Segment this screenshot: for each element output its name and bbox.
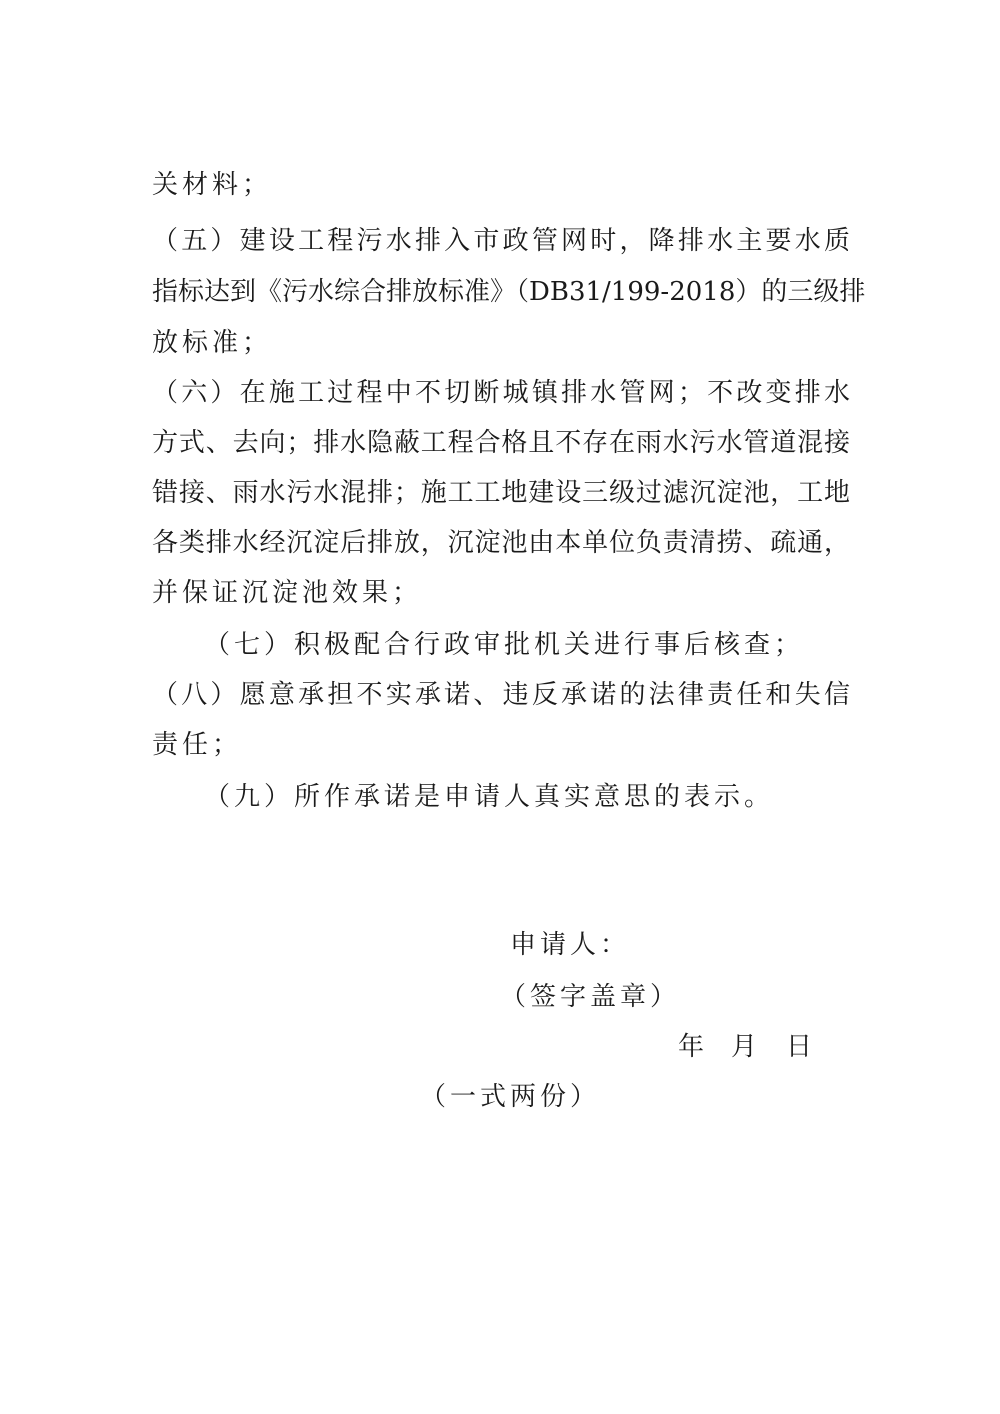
- text-line-7: 错接、雨水污水混排；施工工地建设三级过滤沉淀池，工地: [152, 478, 850, 508]
- text-line-8: 各类排水经沉淀后排放，沉淀池由本单位负责清捞、疏通，: [152, 528, 850, 558]
- text-line-10: （七）积极配合行政审批机关进行事后核查；: [204, 630, 805, 660]
- text-line-11: （八）愿意承担不实承诺、违反承诺的法律责任和失信: [152, 680, 850, 710]
- text-line-9: 并保证沉淀池效果；: [152, 578, 423, 608]
- text-line-1: 关材料；: [152, 170, 273, 200]
- date-month-label: 月: [731, 1032, 762, 1062]
- text-line-3: 指标达到《污水综合排放标准》（DB31/199-2018）的三级排: [152, 277, 866, 307]
- seal-note: （签字盖章）: [500, 982, 681, 1012]
- text-line-5: （六）在施工过程中不切断城镇排水管网；不改变排水: [152, 378, 850, 408]
- date-year-label: 年: [678, 1032, 709, 1062]
- copies-note: （一式两份）: [420, 1082, 601, 1112]
- text-line-4: 放标准；: [152, 328, 273, 358]
- text-line-12: 责任；: [152, 730, 243, 760]
- text-line-13: （九）所作承诺是申请人真实意思的表示。: [204, 782, 775, 812]
- applicant-label: 申请人：: [510, 930, 631, 960]
- text-line-6: 方式、去向；排水隐蔽工程合格且不存在雨水污水管道混接: [152, 428, 850, 458]
- text-line-2: （五）建设工程污水排入市政管网时，降排水主要水质: [152, 226, 850, 256]
- date-day-label: 日: [786, 1032, 817, 1062]
